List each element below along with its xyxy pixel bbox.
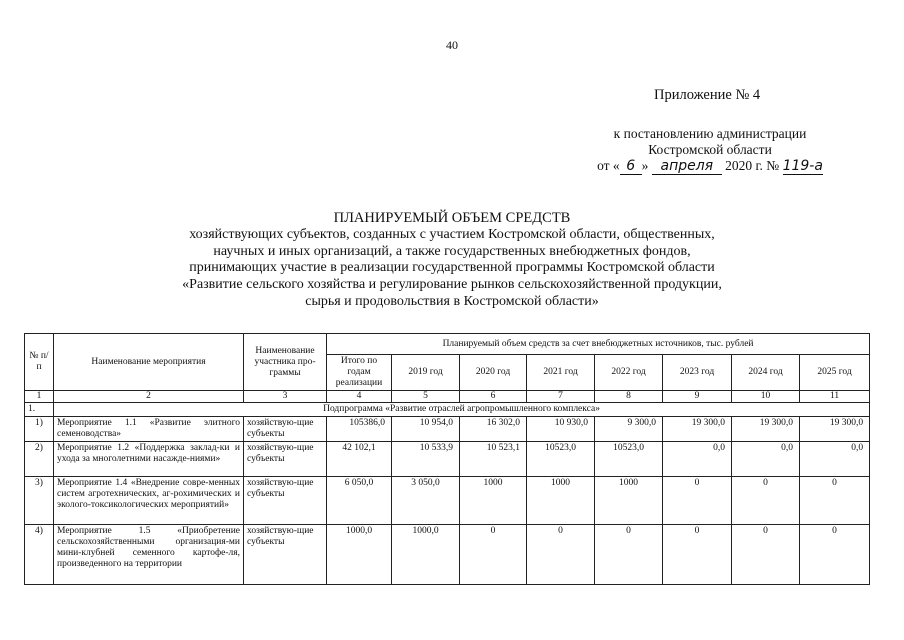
row-participant: хозяйствую-щие субъекты [244, 525, 327, 585]
row-value: 0 [732, 525, 800, 585]
row-value: 10 930,0 [527, 417, 595, 442]
header-total: Итого по годам реализации [327, 355, 392, 391]
section-title: Подпрограмма «Развитие отраслей агропромышленного комплекса» [54, 403, 870, 417]
section-row [25, 403, 870, 417]
row-name: Мероприятие 1.2 «Поддержка заклад-ки и ухода за многолетними насажде-ниями» [54, 442, 244, 477]
header-year: 2024 год [732, 355, 800, 391]
decree-line-1: к постановлению администрации [613, 126, 807, 141]
row-num: 4) [25, 525, 54, 585]
title-line-5: «Развитие сельского хозяйства и регулирование рынков сельскохозяйственной продукции, [182, 277, 722, 293]
decree-date-line [560, 158, 860, 175]
date-prefix: от « [597, 158, 620, 173]
column-number: 5 [392, 391, 460, 403]
header-name: Наименование мероприятия [54, 334, 244, 391]
document-title [0, 210, 904, 311]
header-year: 2025 год [800, 355, 870, 391]
row-total: 1000,0 [327, 525, 392, 585]
row-value: 0 [460, 525, 527, 585]
column-number: 8 [595, 391, 663, 403]
row-total: 6 050,0 [327, 477, 392, 525]
column-number: 9 [663, 391, 732, 403]
funding-table [24, 333, 870, 585]
header-year: 2023 год [663, 355, 732, 391]
row-value: 1000 [460, 477, 527, 525]
row-num: 3) [25, 477, 54, 525]
table-row [25, 525, 870, 585]
row-total: 105386,0 [327, 417, 392, 442]
row-value: 0 [663, 477, 732, 525]
section-num: 1. [25, 403, 54, 417]
row-value: 0,0 [663, 442, 732, 477]
row-value: 0 [663, 525, 732, 585]
column-number: 10 [732, 391, 800, 403]
row-value: 10 533,9 [392, 442, 460, 477]
decree-line-2: Костромской области [648, 142, 772, 157]
date-year: 2020 г. № [725, 158, 780, 173]
column-number: 6 [460, 391, 527, 403]
header-year: 2021 год [527, 355, 595, 391]
row-value: 0 [800, 477, 870, 525]
table-row [25, 477, 870, 525]
header-participant: Наименование участника про-граммы [244, 334, 327, 391]
header-num: № п/п [25, 334, 54, 391]
row-value: 9 300,0 [595, 417, 663, 442]
row-participant: хозяйствую-щие субъекты [244, 417, 327, 442]
row-value: 1000 [595, 477, 663, 525]
column-number: 3 [244, 391, 327, 403]
column-number-row [25, 391, 870, 403]
title-line-1: ПЛАНИРУЕМЫЙ ОБЪЕМ СРЕДСТВ [333, 210, 571, 226]
row-value: 0 [732, 477, 800, 525]
handwritten-day: 6 [620, 158, 642, 175]
row-value: 1000,0 [392, 525, 460, 585]
row-value: 19 300,0 [663, 417, 732, 442]
row-value: 0 [595, 525, 663, 585]
handwritten-month: апреля [652, 158, 722, 175]
header-year: 2020 год [460, 355, 527, 391]
row-value: 10523,0 [595, 442, 663, 477]
header-year: 2019 год [392, 355, 460, 391]
header-planned: Планируемый объем средств за счет внебюджетных источников, тыс. рублей [327, 334, 870, 355]
row-value: 0,0 [732, 442, 800, 477]
header-year: 2022 год [595, 355, 663, 391]
row-participant: хозяйствую-щие субъекты [244, 442, 327, 477]
column-number: 11 [800, 391, 870, 403]
row-participant: хозяйствую-щие субъекты [244, 477, 327, 525]
row-value: 0 [800, 525, 870, 585]
row-value: 0,0 [800, 442, 870, 477]
table-row [25, 417, 870, 442]
page-number: 40 [446, 38, 458, 52]
row-value: 16 302,0 [460, 417, 527, 442]
row-value: 10523,0 [527, 442, 595, 477]
row-num: 2) [25, 442, 54, 477]
row-name: Мероприятие 1.4 «Внедрение совре-менных систем агротехнических, аг-рохимических и эколого-токсикологических мероприятий» [54, 477, 244, 525]
column-number: 1 [25, 391, 54, 403]
date-mid: » [641, 158, 649, 173]
table-row [25, 442, 870, 477]
row-num: 1) [25, 417, 54, 442]
column-number: 7 [527, 391, 595, 403]
appendix-title: Приложение № 4 [654, 87, 761, 103]
row-total: 42 102,1 [327, 442, 392, 477]
title-line-6: сырья и продовольствия в Костромской области» [305, 293, 599, 309]
row-value: 10 954,0 [392, 417, 460, 442]
row-value: 3 050,0 [392, 477, 460, 525]
row-value: 19 300,0 [800, 417, 870, 442]
row-value: 1000 [527, 477, 595, 525]
title-line-4: принимающих участие в реализации государственной программы Костромской области [189, 260, 715, 276]
column-number: 2 [54, 391, 244, 403]
row-name: Мероприятие 1.1 «Развитие элитного семеноводства» [54, 417, 244, 442]
column-number: 4 [327, 391, 392, 403]
row-value: 0 [527, 525, 595, 585]
title-line-2: хозяйствующих субъектов, созданных с участием Костромской области, общественных, [189, 226, 715, 242]
row-value: 10 523,1 [460, 442, 527, 477]
handwritten-decree-number: 119-а [782, 158, 823, 174]
row-value: 19 300,0 [732, 417, 800, 442]
row-name: Мероприятие 1.5 «Приобретение сельскохозяйственными организация-ми мини-клубней семенного картофе-ля, произведенного на территории [54, 525, 244, 585]
decree-reference [560, 126, 860, 175]
title-line-3: научных и иных организаций, а также государственных внебюджетных фондов, [213, 243, 691, 259]
